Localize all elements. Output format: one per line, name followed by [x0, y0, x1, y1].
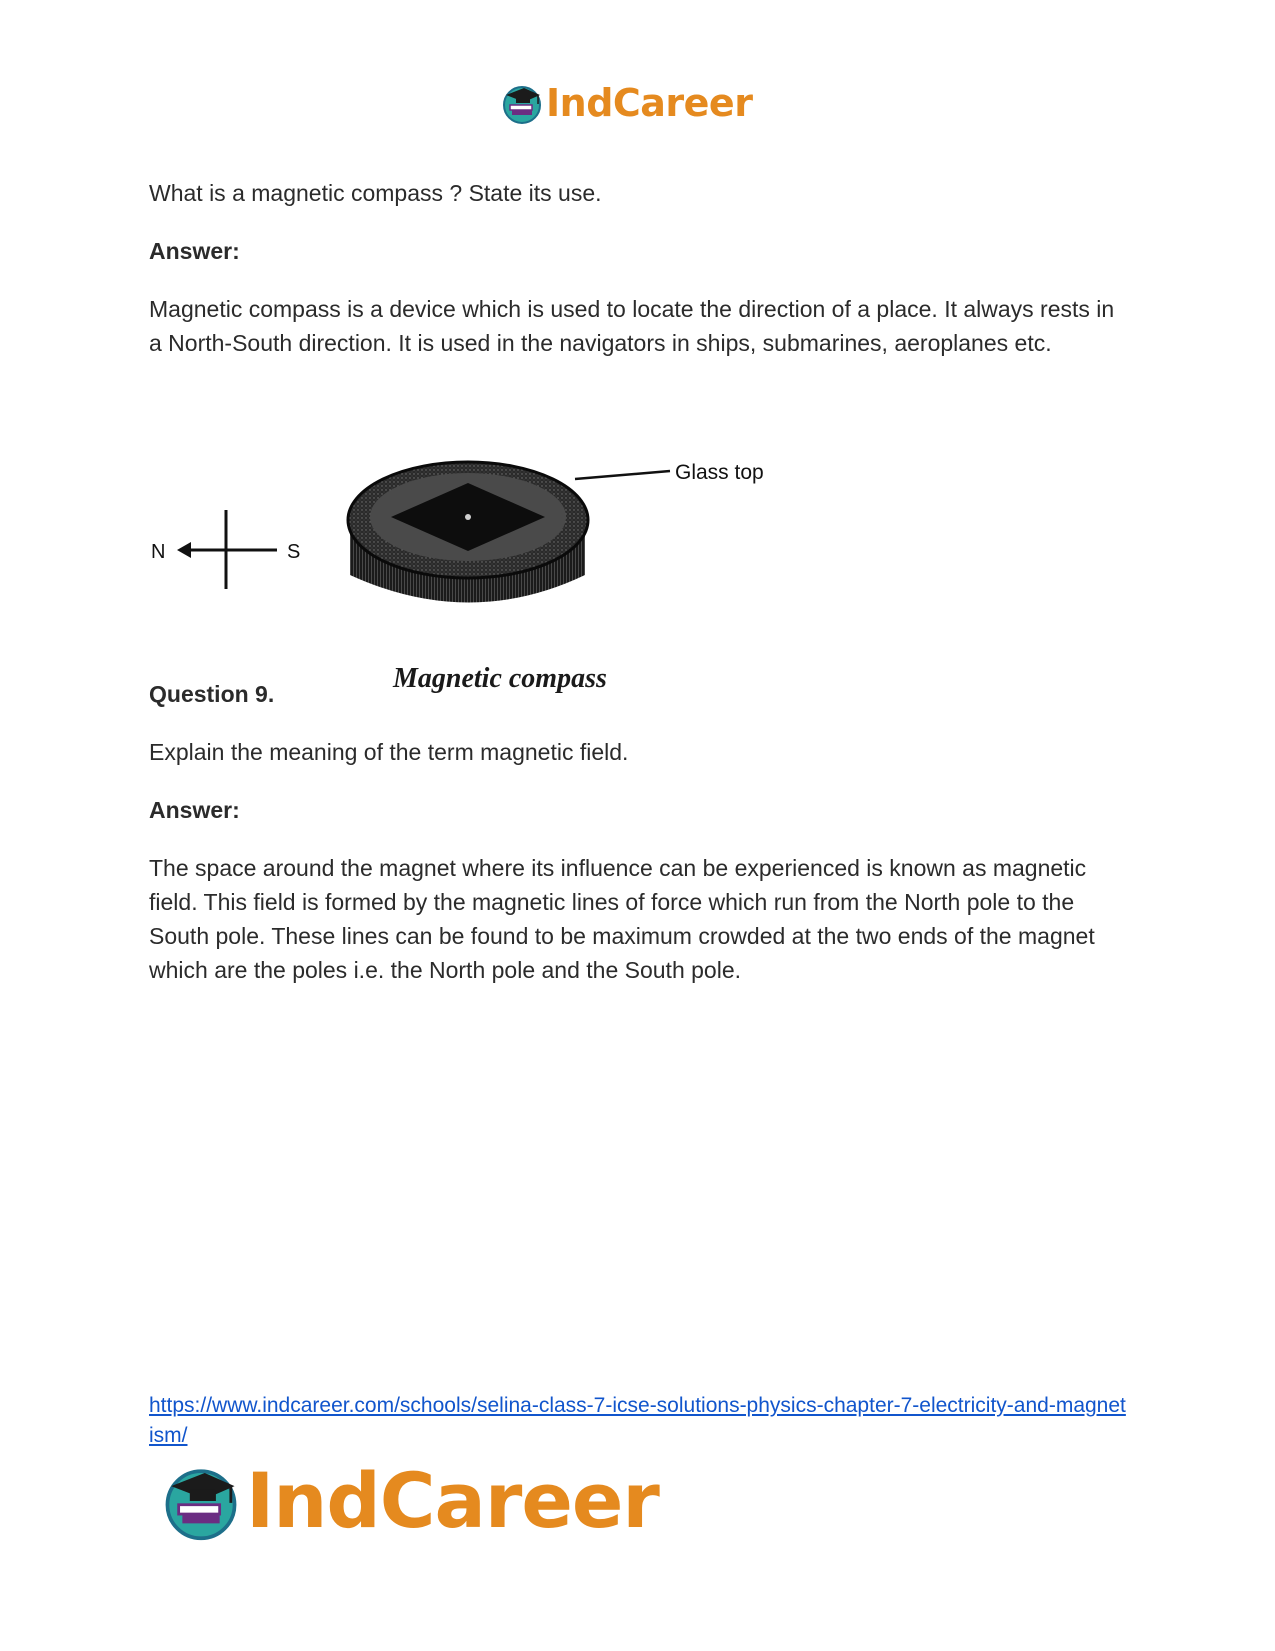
glass-top-label: Glass top: [675, 461, 764, 484]
graduation-cap-globe-icon: [160, 1460, 242, 1542]
magnetic-compass-figure: [145, 425, 805, 715]
header-logo: [500, 78, 752, 128]
answer-label: Answer:: [149, 238, 240, 264]
compass-body: [348, 462, 588, 603]
question-label: Question 9.: [149, 681, 275, 707]
graduation-cap-globe-icon: [500, 81, 544, 125]
north-label: N: [151, 541, 166, 563]
question-text: What is a magnetic compass ? State its use.: [149, 180, 602, 206]
answer-text: The space around the magnet where its influence can be experienced is known as magnetic field. This field is formed by the magnetic lines of force which run from the North pole to the South pole. These lines can be found to be maximum crowded at the two ends of the magnet which are the poles i.e. the North pole and the South pole.: [149, 855, 1095, 983]
south-label: S: [287, 541, 301, 563]
answer-text: Magnetic compass is a device which is used to locate the direction of a place. It always rests in a North-South direction. It is used in the navigators in ships, submarines, aeroplanes etc.: [149, 296, 1115, 356]
direction-indicator: [177, 510, 277, 589]
glass-top-pointer: [575, 471, 670, 479]
arrow-head: [177, 542, 191, 558]
source-url-link[interactable]: https://www.indcareer.com/schools/selina-class-7-icse-solutions-physics-chapter-7-electricity-and-magnetism/: [149, 1394, 1126, 1447]
answer-label: Answer:: [149, 797, 240, 823]
question-text: Explain the meaning of the term magnetic field.: [149, 739, 629, 765]
figure-caption: Magnetic compass: [393, 663, 607, 694]
logo-text: IndCareer: [246, 1456, 659, 1545]
logo-text: IndCareer: [546, 81, 753, 125]
footer-logo: [160, 1456, 659, 1546]
